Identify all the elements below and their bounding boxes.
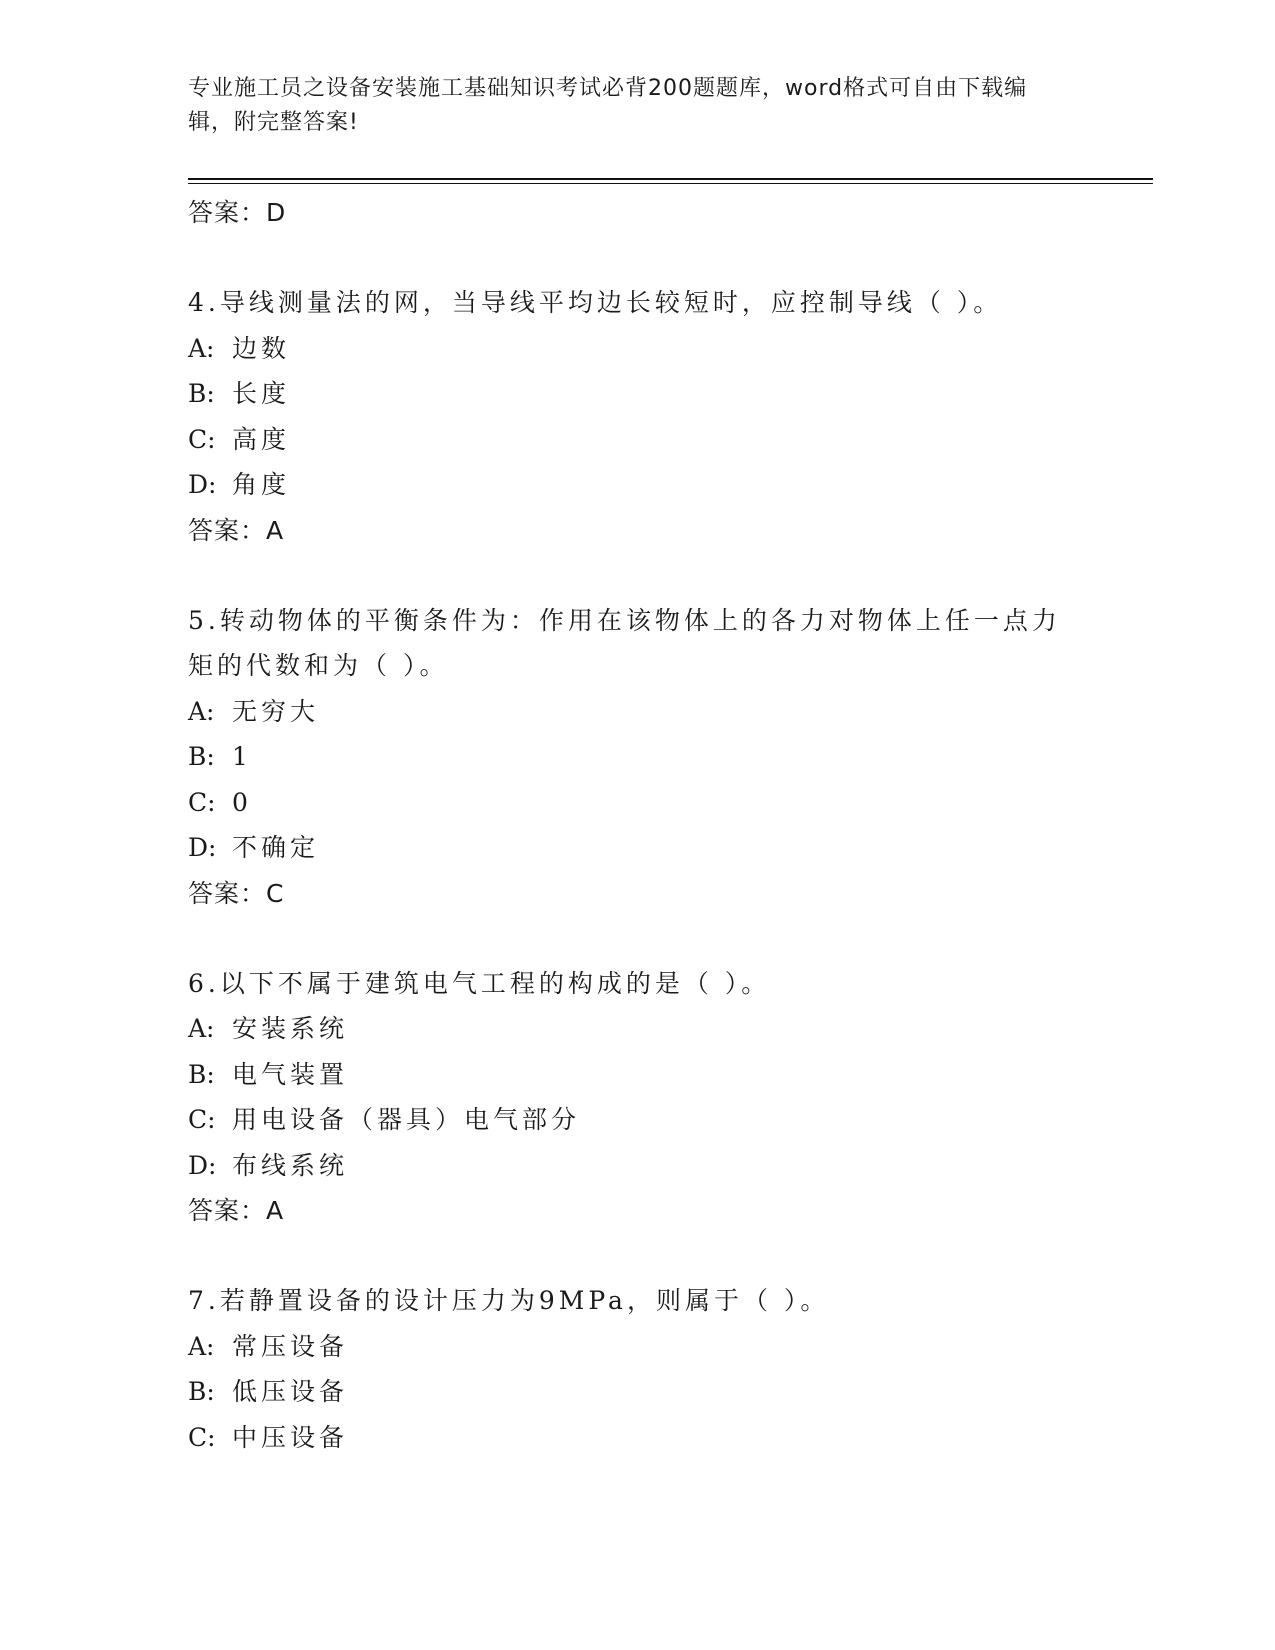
- option-key: C:: [188, 787, 216, 817]
- header-divider: [188, 178, 1153, 184]
- option-key: B:: [188, 1059, 215, 1089]
- option-text: 角度: [232, 470, 291, 499]
- option-a: [188, 1006, 1068, 1052]
- document-page: [188, 0, 1153, 1650]
- option-a: [188, 1324, 1068, 1370]
- option-c: [188, 417, 1068, 463]
- option-text: 低压设备: [232, 1377, 349, 1406]
- option-b: [188, 1052, 1068, 1098]
- option-text: 无穷大: [232, 696, 320, 726]
- answer-line: 答案：A: [188, 1196, 285, 1225]
- answer-line: 答案：A: [188, 515, 285, 545]
- option-c: [188, 1097, 1068, 1143]
- option-key: D:: [188, 1150, 217, 1180]
- option-a: [188, 326, 1068, 372]
- previous-answer: 答案：D: [188, 198, 287, 227]
- question-7: [188, 1278, 1068, 1460]
- question-stem: 7.若静置设备的设计压力为9MPa，则属于（ ）。: [188, 1286, 830, 1315]
- option-text: 长度: [232, 379, 291, 408]
- option-key: C:: [188, 1105, 216, 1134]
- question-6: [188, 961, 1068, 1234]
- option-text: 用电设备（器具）电气部分: [232, 1105, 581, 1134]
- option-text: 布线系统: [232, 1150, 349, 1180]
- question-stem: 4.导线测量法的网，当导线平均边长较短时，应控制导线（ ）。: [188, 288, 1003, 317]
- option-c: [188, 1415, 1068, 1461]
- question-4: [188, 280, 1068, 553]
- option-key: D:: [188, 470, 217, 499]
- option-key: B:: [188, 1377, 215, 1406]
- option-text: 常压设备: [232, 1331, 349, 1361]
- option-text: 不确定: [232, 833, 320, 862]
- document-header: 专业施工员之设备安装施工基础知识考试必背200题题库，word格式可自由下载编辑，附完整答案!: [188, 76, 1028, 135]
- option-key: A:: [188, 1014, 215, 1043]
- option-text: 中压设备: [232, 1422, 349, 1452]
- option-key: A:: [188, 1331, 215, 1361]
- option-text: 1: [232, 742, 252, 771]
- option-d: [188, 462, 1068, 508]
- option-a: [188, 689, 1068, 735]
- option-key: D:: [188, 833, 217, 862]
- option-key: B:: [188, 742, 215, 771]
- option-d: [188, 825, 1068, 871]
- option-b: [188, 734, 1068, 780]
- option-key: A:: [188, 696, 215, 726]
- option-text: 0: [232, 787, 252, 817]
- option-text: 电气装置: [232, 1059, 349, 1089]
- option-key: A:: [188, 333, 215, 363]
- answer-line: 答案：C: [188, 878, 285, 908]
- option-key: B:: [188, 379, 215, 408]
- question-stem: 5.转动物体的平衡条件为：作用在该物体上的各力对物体上任一点力矩的代数和为（ ）。: [188, 605, 1061, 680]
- option-key: C:: [188, 424, 216, 454]
- option-text: 高度: [232, 424, 291, 454]
- question-5: [188, 598, 1068, 916]
- option-text: 安装系统: [232, 1014, 349, 1043]
- question-list: [188, 190, 1068, 1460]
- option-b: [188, 1369, 1068, 1415]
- option-key: C:: [188, 1422, 216, 1452]
- option-b: [188, 371, 1068, 417]
- option-d: [188, 1143, 1068, 1189]
- question-stem: 6.以下不属于建筑电气工程的构成的是（ ）。: [188, 968, 771, 998]
- option-c: [188, 780, 1068, 826]
- option-text: 边数: [232, 333, 291, 363]
